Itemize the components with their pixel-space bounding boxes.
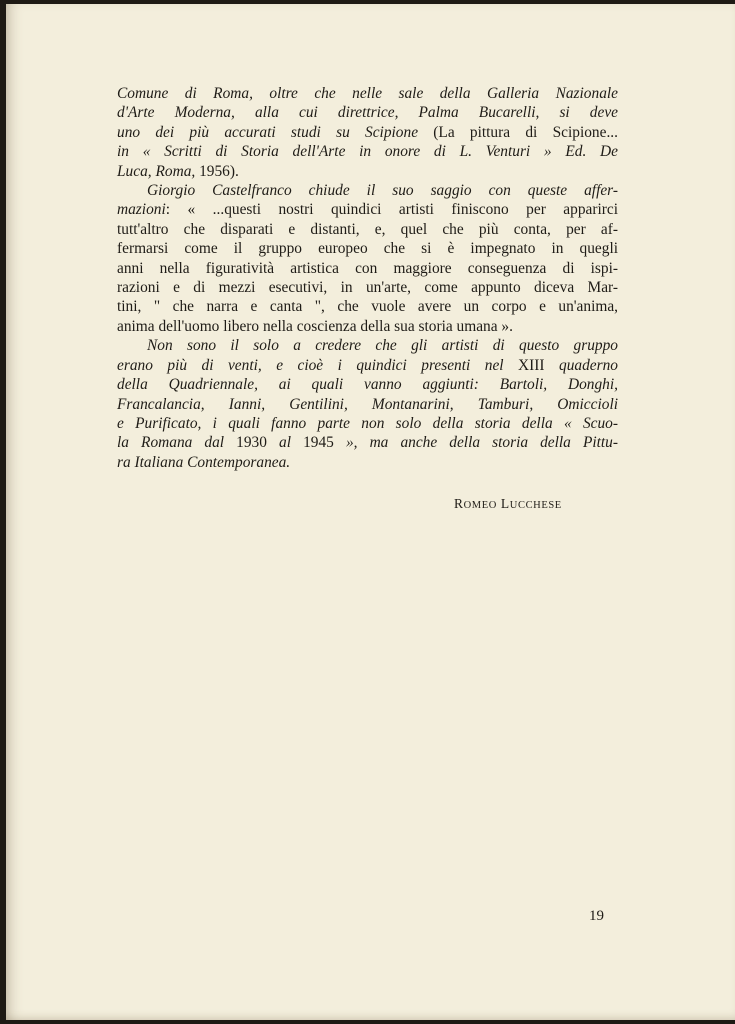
text-line: ra Italiana Contemporanea. [117, 453, 291, 471]
text-line: d'Arte Moderna, alla cui direttrice, Palma Bucarelli, si deve [117, 104, 618, 122]
text-span: erano più di venti, e cioè i quindici presenti nel [117, 356, 504, 374]
book-page [6, 4, 735, 1020]
text-span: XIII [503, 356, 559, 374]
text-span: 1956). [195, 162, 239, 180]
text-line [117, 356, 618, 375]
text-line: tutt'altro che disparati e distanti, e, quel che più conta, per af- [117, 220, 618, 238]
signature-initial: L [500, 496, 510, 511]
text-line: anima dell'uomo libero nella coscienza della sua storia umana ». [117, 317, 513, 335]
text-line: razioni e di mezzi esecutivi, in un'arte, come appunto diceva Mar- [117, 279, 618, 297]
text-line: fermarsi come il gruppo europeo che si è impegnato in quegli [117, 240, 618, 258]
body-text [117, 84, 618, 472]
text-span: Luca, Roma, [117, 162, 196, 180]
text-span: al [279, 434, 292, 452]
text-line [117, 200, 618, 219]
text-line: Giorgio Castelfranco chiude il suo saggio con queste affer- [147, 182, 618, 200]
text-span: mazioni [117, 201, 166, 219]
signature-initial: R [454, 496, 464, 511]
signature-rest: UCCHESE [509, 500, 562, 511]
text-line: Francalancia, Ianni, Gentilini, Montanarini, Tamburi, Omiccioli [117, 395, 618, 413]
page-number: 19 [589, 908, 604, 924]
text-span: la Romana dal [117, 434, 225, 452]
text-span: uno dei più accurati studi su Scipione [117, 123, 419, 141]
text-span: 1930 [224, 434, 280, 452]
text-span: (La pittura di Scipione... [418, 123, 618, 141]
text-line: in « Scritti di Storia dell'Arte in onore di L. Venturi » Ed. De [117, 143, 618, 161]
text-line: e Purificato, i quali fanno parte non solo della storia della « Scuo- [117, 414, 618, 432]
text-span: 1945 [291, 434, 346, 452]
text-span: : « ...questi nostri quindici artisti finiscono per apparirci [165, 201, 618, 219]
text-span: quaderno [559, 356, 618, 374]
text-line [117, 123, 618, 142]
text-line: della Quadriennale, ai quali vanno aggiunti: Bartoli, Donghi, [117, 376, 618, 394]
text-span: », ma anche della storia della Pittu- [345, 434, 619, 452]
text-line: anni nella figuratività artistica con maggiore conseguenza di ispi- [117, 259, 618, 277]
text-line: Comune di Roma, oltre che nelle sale della Galleria Nazionale [117, 85, 618, 102]
text-line [117, 162, 618, 181]
signature-rest: OMEO [463, 500, 497, 511]
text-line: Non sono il solo a credere che gli artisti di questo gruppo [147, 337, 618, 355]
text-line [117, 433, 618, 452]
author-signature [454, 496, 562, 512]
text-line: tini, " che narra e canta ", che vuole avere un corpo e un'anima, [117, 298, 618, 316]
